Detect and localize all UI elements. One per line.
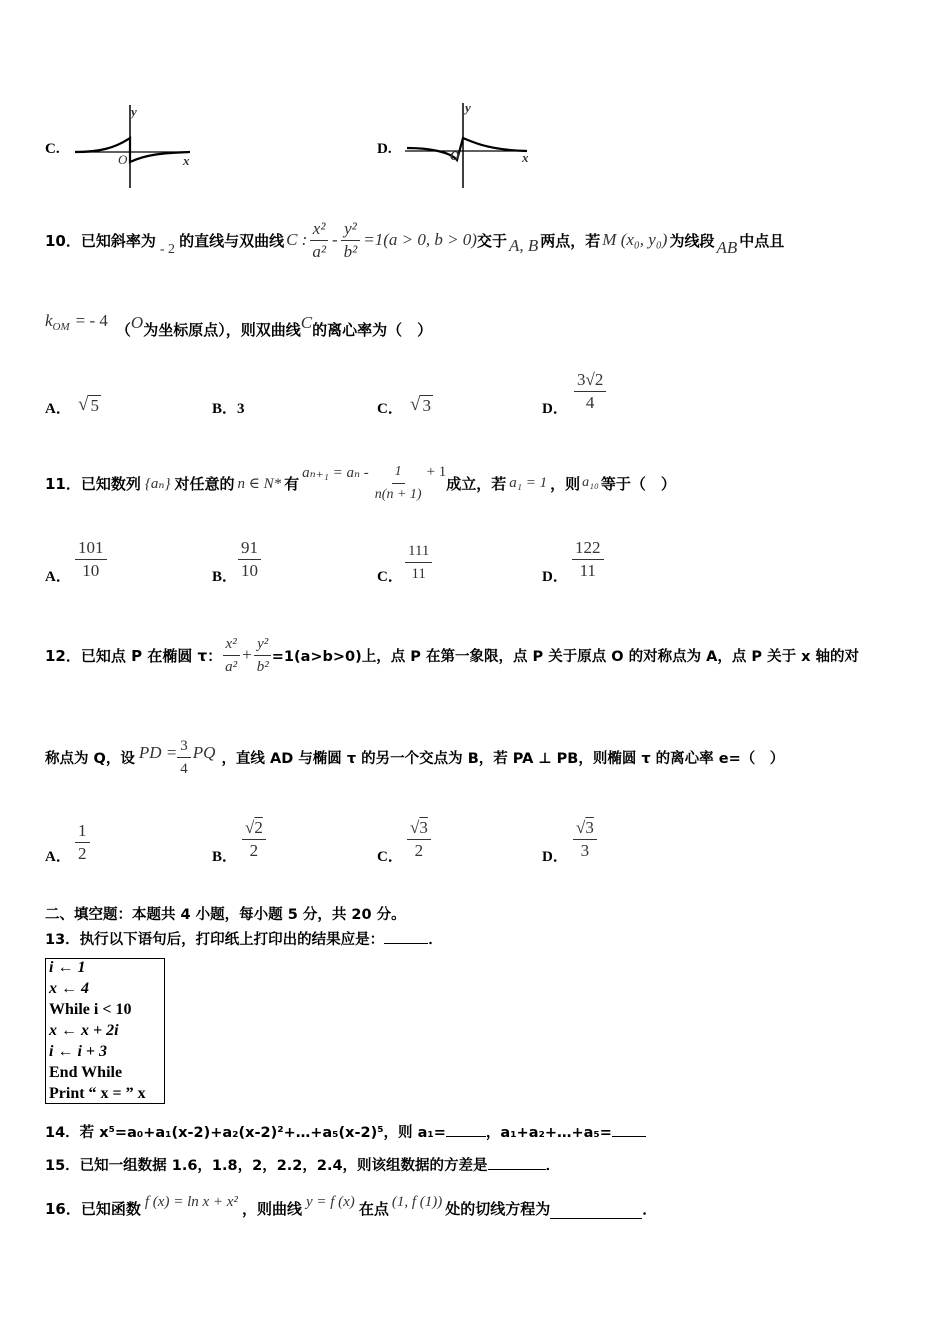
q13-code-line-3 — [49, 1001, 131, 1019]
q10-midpoint: M (x₀, y₀) — [602, 230, 668, 249]
q10-option-a-value — [78, 395, 101, 415]
q11-option-a-den: 10 — [82, 561, 100, 580]
q12-option-b-radicand: 2 — [254, 818, 263, 837]
q13-text: 13．执行以下语句后，打印纸上打印出的结果应是： — [45, 932, 385, 948]
q12-frac-den: 4 — [180, 760, 188, 777]
graph-c-curve — [75, 138, 190, 162]
q16-curve: y = f (x) — [305, 1193, 355, 1210]
q13-code-text-2: x ← 4 — [49, 980, 89, 997]
q11-a1: a₁ = 1 — [509, 474, 548, 491]
q12-option-c-value — [407, 818, 431, 861]
q11-text5: ，则 — [550, 474, 581, 493]
q10-number: 10． — [45, 231, 81, 250]
q13-code-text-1: i ← 1 — [49, 959, 86, 976]
q11-option-b-value — [238, 538, 261, 581]
q12-option-b-den: 2 — [249, 841, 259, 860]
q11-option-b-label: B． — [212, 569, 238, 585]
q10-c: C — [300, 313, 313, 332]
q12-text1: 已知点 P 在椭圆 τ： — [80, 646, 223, 665]
q13-code-text-7: Print “ x = ” x — [49, 1085, 146, 1102]
q12-frac-y-num: y² — [254, 634, 271, 656]
q12-text3: 称点为 Q，设 — [45, 750, 135, 767]
q10-text8: 为坐标原点），则双曲线 — [143, 320, 301, 339]
q11-text6: 等于（ ） — [600, 474, 676, 493]
q14-mid: ，a₁+a₂+…+a₅= — [485, 1125, 612, 1141]
q12-option-d-radicand: 3 — [585, 818, 594, 837]
q10-text1: 已知斜率为 — [80, 231, 156, 250]
q11-option-c-den: 11 — [411, 566, 426, 582]
q11-option-d-den: 11 — [579, 561, 596, 580]
q11-option-d-value — [572, 538, 604, 581]
q12-frac-x-num: x² — [223, 634, 240, 656]
q16-text4: 处的切线方程为 — [445, 1199, 551, 1218]
q12-frac-num: 3 — [177, 736, 191, 758]
q11-number: 11． — [45, 474, 81, 493]
option-d-label: D. — [377, 141, 392, 157]
q11-plus-one: + 1 — [426, 463, 447, 480]
q10-slope: - 2 — [159, 242, 176, 257]
q11-text4: 成立，若 — [446, 474, 507, 493]
q14-answer-blank-2[interactable] — [612, 1122, 646, 1137]
graph-c-origin: O — [118, 152, 128, 167]
q10-line2 — [45, 312, 432, 346]
q16-text2: ，则曲线 — [241, 1199, 302, 1218]
q10-ab: A, B — [508, 236, 539, 255]
q10-kom: k — [45, 311, 53, 330]
q12-option-a-value — [75, 821, 90, 864]
q10-option-c-radical: √ — [410, 394, 421, 415]
q10-text5: 为线段 — [669, 231, 715, 250]
q16-text3: 在点 — [358, 1199, 389, 1218]
q11-recurrence-frac — [372, 462, 425, 505]
q11-text2: 对任意的 — [174, 474, 235, 493]
q12-option-d-num: √3 — [573, 818, 597, 840]
graph-c — [75, 100, 200, 190]
graph-c-x-label: x — [183, 153, 190, 168]
q13-answer-blank[interactable] — [384, 929, 428, 944]
q11-text3: 有 — [284, 474, 300, 493]
q10-kom-value: = - 4 — [75, 311, 108, 330]
q10-kom-sub: OM — [52, 321, 70, 333]
q16-function: f (x) = ln x + x² — [144, 1193, 238, 1210]
q15-line — [45, 1154, 560, 1175]
q11-frac-num: 1 — [392, 462, 405, 484]
q11-recurrence-lhs: aₙ₊₁ = aₙ - — [302, 464, 369, 481]
q11-option-b-den: 10 — [241, 561, 258, 580]
q13-code-line-1 — [49, 959, 85, 977]
q13-code-text-6: End While — [49, 1064, 123, 1081]
q13-code-line-7 — [49, 1085, 146, 1103]
q12-option-a-label: A． — [45, 849, 71, 865]
q10-option-c-value — [410, 395, 433, 415]
q16-line — [45, 1190, 657, 1226]
q12-option-d-den: 3 — [580, 841, 590, 860]
q10-minus: - — [331, 230, 338, 249]
q10-frac-y-den: b² — [343, 241, 358, 261]
graph-c-y-label: y — [131, 104, 137, 119]
q10-option-a-radical: √ — [78, 394, 89, 415]
q13-line — [45, 928, 443, 949]
q12-option-c-radicand: 3 — [419, 818, 428, 837]
q12-frac-x — [222, 634, 240, 677]
q11-sequence: {aₙ} — [144, 475, 171, 492]
graph-d-y-label: y — [465, 100, 471, 115]
q16-point: (1, f (1)) — [391, 1193, 443, 1210]
q11-option-c-value — [405, 541, 432, 584]
q10-text4: 两点，若 — [540, 231, 601, 250]
q13-end: ． — [428, 932, 443, 948]
q13-code-text-4: x ← x + 2i — [49, 1022, 119, 1039]
q13-code-line-5 — [49, 1043, 107, 1061]
q12-frac-y — [254, 634, 272, 677]
q11-text1: 已知数列 — [80, 474, 141, 493]
q13-code-line-6 — [49, 1064, 122, 1082]
q11-option-b-num: 91 — [238, 538, 261, 560]
q15-answer-blank[interactable] — [488, 1155, 546, 1170]
q10-text9: 的离心率为（ ） — [312, 320, 433, 339]
q10-text2: 的直线与双曲线 — [179, 231, 285, 250]
q11-domain: n ∈ N* — [237, 475, 282, 492]
q12-option-a-den: 2 — [78, 844, 87, 863]
q10-frac-x — [309, 219, 329, 262]
q10-option-c-radicand: 3 — [422, 396, 431, 415]
q13-code-text-3: While i < 10 — [49, 1001, 132, 1018]
q10-option-d-den: 4 — [585, 393, 595, 412]
q11-frac-den: n(n + 1) — [374, 486, 422, 502]
q13-code-text-5: i ← i + 3 — [49, 1043, 108, 1060]
q12-line2 — [45, 732, 784, 782]
graph-d-origin: O — [450, 148, 460, 163]
q12-option-b-num: √2 — [242, 818, 266, 840]
q10-option-d-label: D． — [542, 401, 568, 417]
q10-text3: 交于 — [476, 231, 507, 250]
q12-option-d-value — [573, 818, 597, 861]
option-c-label: C. — [45, 141, 60, 157]
q12-option-b-value — [242, 818, 266, 861]
q10-curve-name: C : — [286, 230, 308, 249]
q16-end: ． — [642, 1199, 658, 1218]
q10-text7: （ — [115, 320, 131, 339]
q13-code-box — [45, 958, 165, 1104]
q11-a10: a₁₀ — [582, 475, 599, 490]
q11-option-c-label: C． — [377, 569, 403, 585]
graph-d-x-label: x — [522, 150, 529, 165]
q12-text4: ，直线 AD 与椭圆 τ 的另一个交点为 B，若 PA ⊥ PB，则椭圆 τ 的离心率 e=（ ） — [221, 750, 785, 767]
q11-option-d-label: D． — [542, 569, 568, 585]
q12-pd: PD = — [138, 743, 178, 762]
q11-option-c-num: 111 — [405, 541, 432, 563]
q10-option-c-label: C． — [377, 401, 403, 417]
q13-code-line-4 — [49, 1022, 119, 1040]
q15-text: 15．已知一组数据 1.6，1.8，2，2.2，2.4，则该组数据的方差是 — [45, 1158, 488, 1174]
q10-option-a-radicand: 5 — [90, 396, 99, 415]
q11-option-a-value — [75, 538, 107, 581]
q11-option-a-num: 101 — [75, 538, 107, 560]
q12-option-c-label: C． — [377, 849, 403, 865]
q12-option-d-label: D． — [542, 849, 568, 865]
section-2-heading: 二、填空题：本题共 4 小题，每小题 5 分，共 20 分。 — [45, 907, 406, 923]
q10-frac-y-num: y² — [341, 219, 360, 241]
q10-frac-x-den: a² — [312, 241, 326, 261]
graph-d-curve — [407, 138, 527, 160]
q14-text: 14．若 x⁵=a₀+a₁(x-2)+a₂(x-2)²+…+a₅(x-2)⁵，则 a₁= — [45, 1125, 446, 1141]
q10-text6: 中点且 — [739, 231, 785, 250]
q12-line1 — [45, 625, 859, 685]
q11-option-d-num: 122 — [572, 538, 604, 560]
q12-text2: =1(a>b>0)上，点 P 在第一象限，点 P 关于原点 O 的对称点为 A，点 P 关于 x 轴的对 — [271, 648, 860, 665]
q12-number: 12． — [45, 646, 81, 665]
q12-plus: + — [242, 645, 252, 664]
q16-answer-blank[interactable] — [550, 1198, 642, 1219]
q12-option-c-num: √3 — [407, 818, 431, 840]
q10-option-a-label: A． — [45, 401, 71, 417]
q10-segment: AB — [716, 238, 738, 257]
q10-frac-x-num: x² — [310, 219, 329, 241]
q12-frac — [177, 736, 191, 779]
q10-frac-y — [341, 219, 361, 262]
q12-frac-x-den: a² — [225, 658, 238, 675]
q16-text1: 已知函数 — [80, 1199, 141, 1218]
q10-line1 — [45, 215, 784, 265]
q12-pq: PQ — [192, 743, 216, 762]
q12-option-a-num: 1 — [75, 821, 90, 843]
q12-frac-y-den: b² — [256, 658, 269, 675]
q10-option-b: B．3 — [212, 401, 245, 417]
q15-end: ． — [545, 1158, 561, 1174]
q10-origin: O — [130, 313, 144, 332]
q16-number: 16． — [45, 1199, 81, 1218]
q11-option-a-label: A． — [45, 569, 71, 585]
q13-code-line-2 — [49, 980, 89, 998]
q12-option-c-den: 2 — [414, 841, 424, 860]
q10-option-d-num: 3√2 — [574, 370, 606, 392]
q14-answer-blank-1[interactable] — [446, 1122, 486, 1137]
q11-line — [45, 458, 676, 508]
q10-condition: =1(a > 0, b > 0) — [363, 230, 477, 249]
q10-option-d-value — [574, 370, 606, 413]
q12-option-b-label: B． — [212, 849, 238, 865]
q14-line — [45, 1121, 646, 1142]
